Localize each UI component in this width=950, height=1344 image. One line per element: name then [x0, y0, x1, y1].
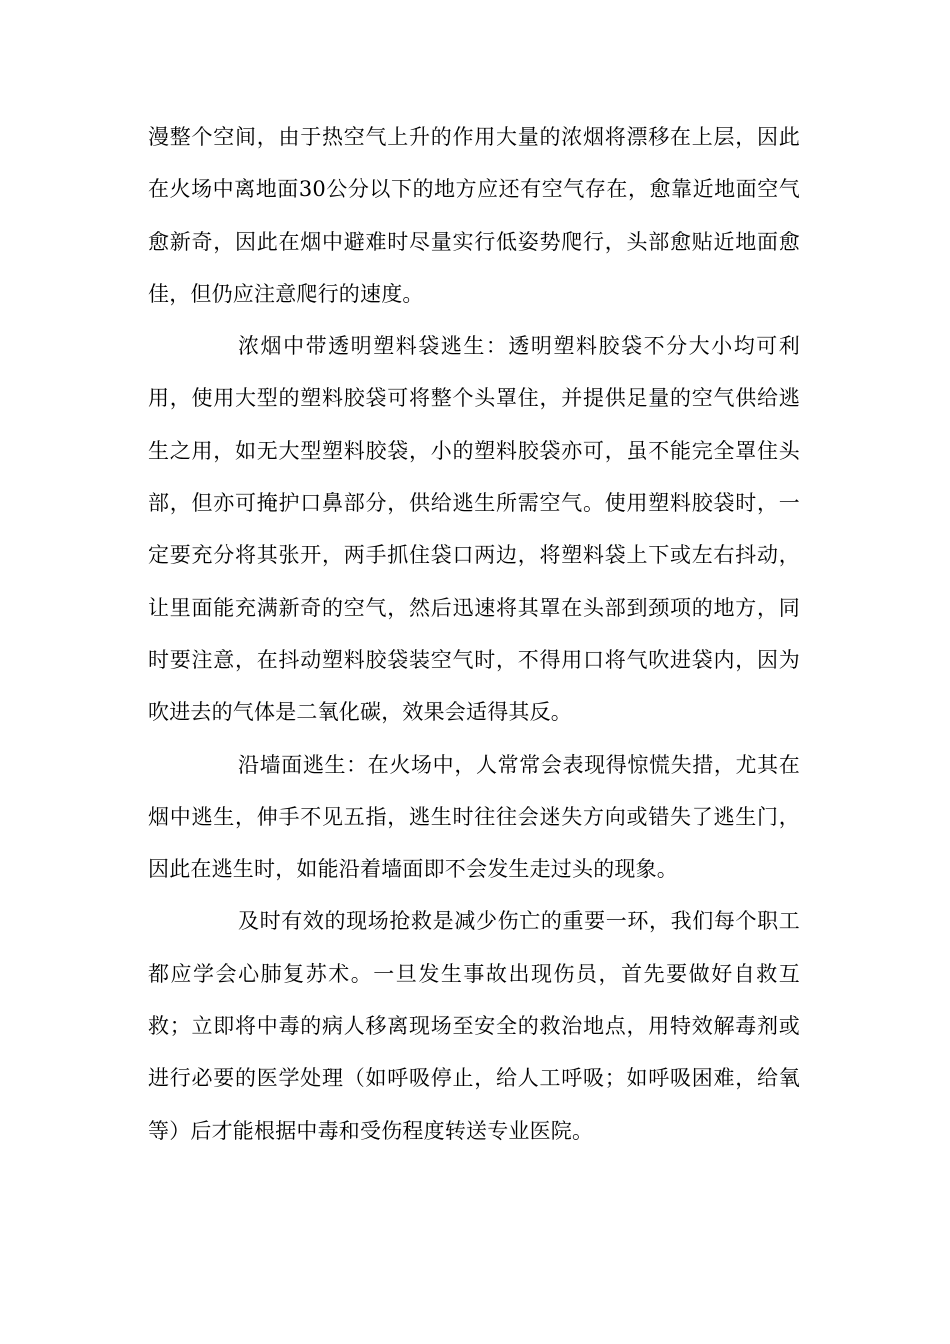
document-page: [148, 111, 800, 1157]
paragraph-wall-escape: 沿墙面逃生：在火场中，人常常会表现得惊慌失措，尤其在烟中逃生，伸手不见五指，逃生时往往会迷失方向或错失了逃生门，因此在逃生时，如能沿着墙面即不会发生走过头的现象。: [148, 752, 800, 882]
paragraph-plastic-bag-escape: 浓烟中带透明塑料袋逃生：透明塑料胶袋不分大小均可利用，使用大型的塑料胶袋可将整个头罩住，并提供足量的空气供给逃生之用，如无大型塑料胶袋，小的塑料胶袋亦可，虽不能完全罩住头部，但亦可掩护口鼻部分，供给逃生所需空气。使用塑料胶袋时，一定要充分将其张开，两手抓住袋口两边，将塑料袋上下或左右抖动，让里面能充满新奇的空气，然后迅速将其罩在头部到颈项的地方，同时要注意，在抖动塑料胶袋装空气时，不得用口将气吹进袋内，因为吹进去的气体是二氧化碳，效果会适得其反。: [148, 334, 800, 725]
paragraph-smoke-crawl: 漫整个空间，由于热空气上升的作用大量的浓烟将漂移在上层，因此在火场中离地面30公分以下的地方应还有空气存在，愈靠近地面空气愈新奇，因此在烟中避难时尽量实行低姿势爬行，头部愈贴近地面愈佳，但仍应注意爬行的速度。: [148, 125, 800, 306]
paragraph-first-aid: 及时有效的现场抢救是减少伤亡的重要一环，我们每个职工都应学会心肺复苏术。一旦发生事故出现伤员，首先要做好自救互救；立即将中毒的病人移离现场至安全的救治地点，用特效解毒剂或进行必要的医学处理（如呼吸停止，给人工呼吸；如呼吸困难，给氧等）后才能根据中毒和受伤程度转送专业医院。: [148, 909, 800, 1143]
